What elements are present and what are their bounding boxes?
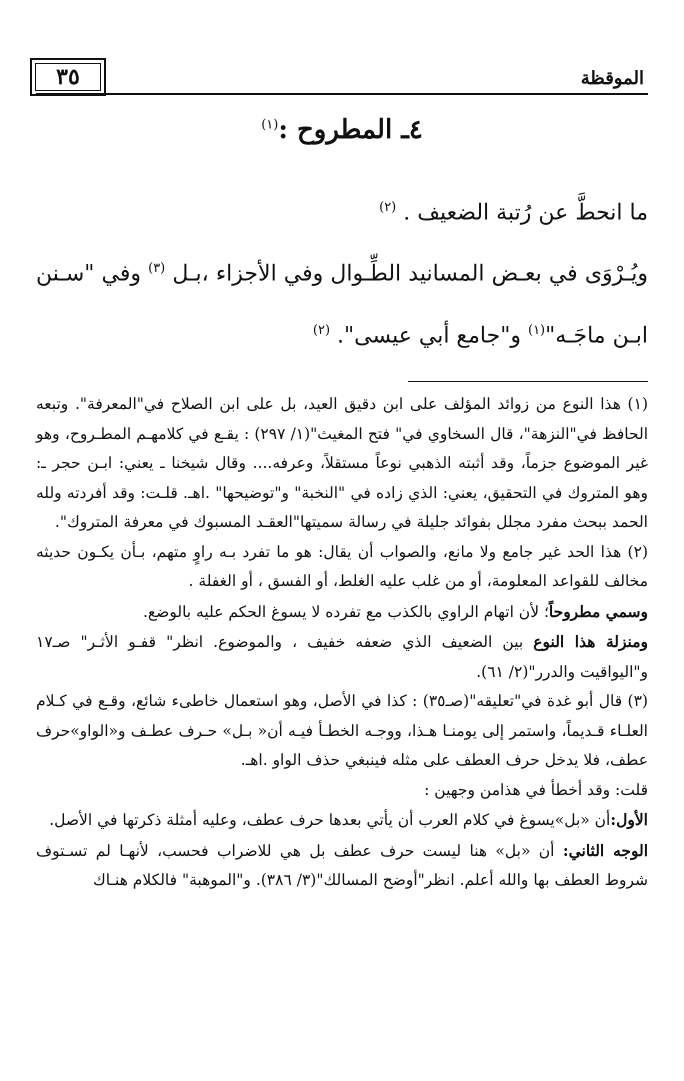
- footnote-ref-2: (٢): [379, 200, 397, 215]
- footnote-2-c: [36, 627, 648, 687]
- footnote-3-d: [36, 836, 648, 896]
- footnote-3-c-lead: الأول:: [610, 810, 648, 829]
- footnote-2-b: [36, 597, 648, 628]
- main-paragraph-2-part-a: ويُـرْوَى في بعـض المسانيد الطِّـوال وفي الأجزاء ،بـل: [172, 261, 648, 287]
- main-paragraph-2-part-b: وفي "سـنن ابـن ماجَـه": [36, 261, 648, 348]
- footnote-ref-2b: (٢): [312, 322, 331, 338]
- footnote-2-b-lead: وسمي مطروحاً: [548, 601, 648, 621]
- footnote-3-b: قلت: وقد أخطأ في هذامن وجهين :: [424, 780, 648, 799]
- footnote-ref-1: (١): [527, 322, 546, 338]
- page-number: ٣٥: [30, 58, 106, 96]
- footnote-3: (٣) قال أبو غدة في"تعليقه"(صـ٣٥) : كذا في الأصل، وهو استعمال خاطىء شائع، وقـع في كـلام العلـاء قـديماً، واستمر إلى يومنـا هـذا، ووجـه الخطـأ فيـه أن« بـل» حـرف عطـف و«الواو»حرف عطف، فلا يدخل حرف العطف على مثله فينبغي حذف الواو .اهـ.: [36, 692, 648, 769]
- main-paragraph-2: [36, 241, 648, 364]
- footnotes: [36, 390, 648, 896]
- footnote-3-c-text: أن «بل»يسوغ في كلام العرب أن يأتي بعدها حرف عطف، وعليه أمثلة ذكرتها في الأصل.: [49, 811, 611, 829]
- main-paragraph-1: [36, 180, 648, 241]
- section-title-text: ٤ـ المطروح :: [278, 115, 423, 145]
- footnote-1: (١) هذا النوع من زوائد المؤلف على ابن دقيق العيد، بل على ابن الصلاح في"المعرفة". وتبعه الحافظ في"النزهة"، قال السخاوي في" فتح المغيث"(١/ ٢٩٧) : يقـع في كلامهـم المطـروح، وهو غير الموضوع جزماً، وقد أثبته الذهبي نوعاً مستقلاً، وعرفه.... وقال شيخنا ـ يعني: ابـن حجر ـ: وهو المتروك في التحقيق، يعني: الذي زاده في "النخبة" و"توضيحها" .اهـ. قلـت: وقد أفردته ولله الحمد ببحث مفرد مجلل بفوائد جليلة في رسالة سميتها"العقـد المسبوك في معرفة المتروك".: [36, 395, 648, 531]
- section-title-footnote-ref: (١): [261, 117, 279, 133]
- footnote-3-d-text: أن «بل» هنا ليست حرف عطف بل هي للاضراب فحسب، لأنهـا لم تسـتوف شروط العطف بها والله أعلم. انظر"أوضح المسالك"(٣/ ٣٨٦). و"الموهبة" فالكلام هنـاك: [36, 841, 648, 889]
- footnote-3-c: [36, 805, 648, 836]
- footnote-ref-3: (٣): [148, 261, 166, 277]
- main-text: [36, 180, 648, 364]
- footnote-2-b-text: ؛ لأن اتهام الراوي بالكذب مع تفرده لا يسوغ الحكم عليه بالوضع.: [143, 602, 549, 621]
- main-paragraph-2-part-c: و"جامع أبي عيسى".: [337, 322, 521, 348]
- footnote-separator: [408, 381, 648, 382]
- footnote-2-c-lead: ومنزلة هذا النوع: [533, 632, 649, 651]
- header-rule: [36, 93, 648, 95]
- footnote-2: (٢) هذا الحد غير جامع ولا مانع، والصواب أن يقال: هو ما تفرد بـه راوٍ متهم، بـأن يكـون حديثه مخالف للقواعد المعلومة، أو من غلب عليه الغلط، أو الفسق ، أو الغفلة .: [36, 542, 648, 590]
- footnote-3-d-lead: الوجه الثاني:: [562, 840, 649, 860]
- section-title: [0, 115, 684, 145]
- running-title: الموقظة: [580, 68, 644, 89]
- main-paragraph-1-text: ما انحطَّ عن رُتبة الضعيف .: [403, 200, 648, 226]
- footnote-2-c-text: بين الضعيف الذي ضعفه خفيف ، والموضوع. انظر" قفـو الأثـر" صـ١٧ و"اليواقيت والدرر"(٢/ ٦١).: [36, 633, 648, 681]
